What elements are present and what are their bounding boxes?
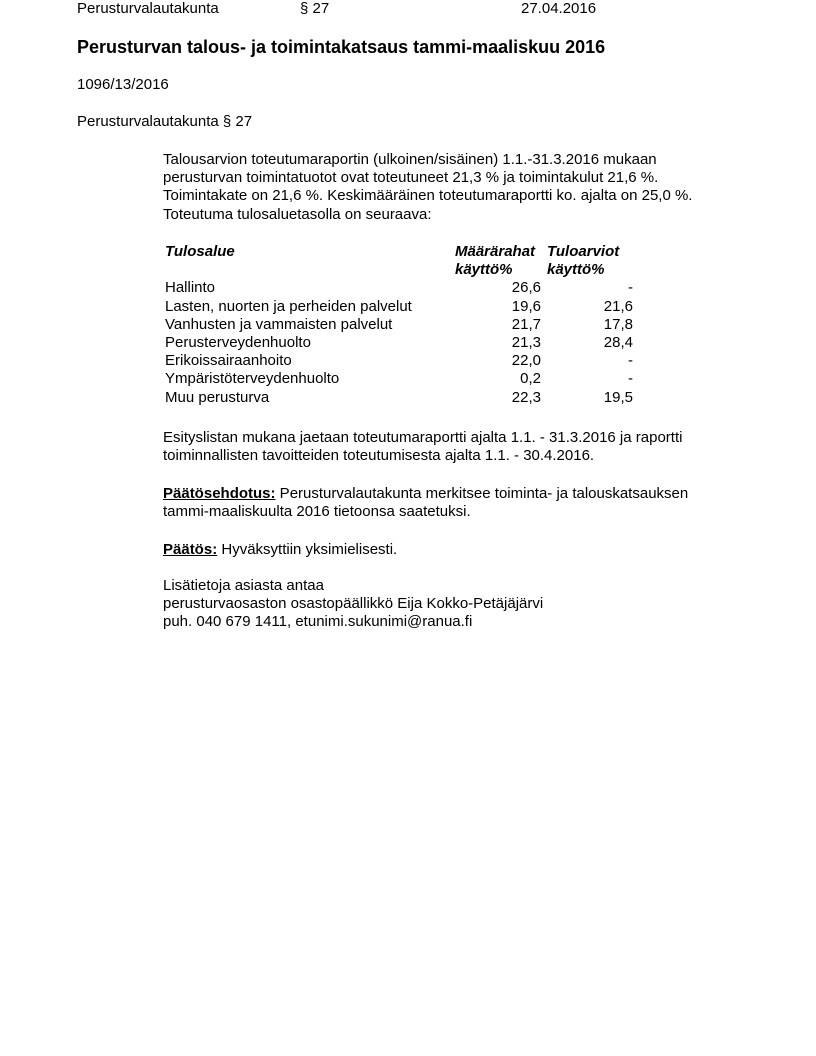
table-row [165, 389, 633, 407]
proposal-paragraph [163, 485, 763, 521]
proposal-label: Päätösehdotus: [163, 485, 276, 502]
row-revenue: - [628, 352, 633, 370]
row-revenue: 17,8 [603, 315, 633, 333]
intro-paragraph [163, 151, 763, 224]
row-revenue: 19,5 [603, 388, 633, 406]
row-appropriation: 19,6 [511, 297, 541, 315]
row-appropriation: 22,3 [511, 388, 541, 406]
header-appropriation-2: käyttö% [455, 261, 513, 279]
row-revenue: 21,6 [603, 297, 633, 315]
row-area: Erikoissairaanhoito [165, 352, 292, 370]
table-row [165, 298, 633, 316]
header-appropriation-1: Määrärahat [455, 243, 536, 260]
row-revenue: 28,4 [603, 334, 633, 352]
header-committee: Perusturvalautakunta [77, 0, 219, 17]
results-table [165, 243, 633, 407]
intro-line: perusturvan toimintatuotot ovat toteutuneet 21,3 % ja toimintakulut 21,6 %. [163, 169, 659, 187]
row-area: Vanhusten ja vammaisten palvelut [165, 315, 393, 333]
row-area: Muu perusturva [165, 388, 270, 406]
row-appropriation: 21,7 [511, 315, 541, 333]
decision-label: Päätös: [163, 541, 218, 558]
contact-paragraph [163, 577, 763, 632]
header-area: Tulosalue [165, 243, 235, 260]
row-appropriation: 22,0 [511, 352, 541, 370]
intro-line: Toteutuma tulosaluetasolla on seuraava: [163, 205, 432, 223]
row-appropriation: 26,6 [511, 279, 541, 297]
table-header-row [165, 261, 633, 279]
row-area: Ympäristöterveydenhuolto [165, 370, 340, 388]
proposal-text: Perusturvalautakunta merkitsee toiminta- ja talouskatsauksen [275, 485, 689, 502]
distribution-paragraph [163, 429, 763, 465]
committee-reference: Perusturvalautakunta § 27 [77, 113, 253, 130]
document-title: Perusturvan talous- ja toimintakatsaus tammi-maaliskuu 2016 [77, 37, 606, 57]
decision-text: Hyväksyttiin yksimielisesti. [217, 541, 398, 558]
header-date: 27.04.2016 [521, 0, 597, 17]
table-row [165, 279, 633, 297]
row-appropriation: 0,2 [520, 370, 541, 388]
contact-line: puh. 040 679 1411, etunimi.sukunimi@ranua.fi [163, 613, 473, 631]
header-revenue-1: Tuloarviot [547, 243, 620, 260]
row-area: Perusterveydenhuolto [165, 334, 311, 352]
table-row [165, 352, 633, 370]
proposal-text-2: tammi-maaliskuulta 2016 tietoonsa saatetuksi. [163, 503, 471, 521]
header-revenue-2: käyttö% [547, 261, 605, 279]
distribution-line: Esityslistan mukana jaetaan toteutumaraportti ajalta 1.1. - 31.3.2016 ja raportti [163, 429, 683, 446]
intro-line: Talousarvion toteutumaraportin (ulkoinen/sisäinen) 1.1.-31.3.2016 mukaan [163, 151, 657, 168]
row-area: Lasten, nuorten ja perheiden palvelut [165, 297, 412, 315]
distribution-line: toiminnallisten tavoitteiden toteutumisesta ajalta 1.1. - 30.4.2016. [163, 447, 595, 465]
contact-line: perusturvaosaston osastopäällikkö Eija Kokko-Petäjäjärvi [163, 595, 544, 613]
row-revenue: - [628, 370, 633, 388]
table-header-row [165, 243, 633, 261]
table-row [165, 370, 633, 388]
header-section: § 27 [300, 0, 330, 17]
case-number: 1096/13/2016 [77, 76, 169, 93]
row-revenue: - [628, 279, 633, 297]
row-appropriation: 21,3 [511, 334, 541, 352]
intro-line: Toimintakate on 21,6 %. Keskimääräinen toteutumaraportti ko. ajalta on 25,0 %. [163, 187, 693, 205]
table-row [165, 334, 633, 352]
row-area: Hallinto [165, 279, 216, 297]
contact-line: Lisätietoja asiasta antaa [163, 577, 324, 594]
decision-paragraph [163, 541, 763, 559]
table-row [165, 316, 633, 334]
